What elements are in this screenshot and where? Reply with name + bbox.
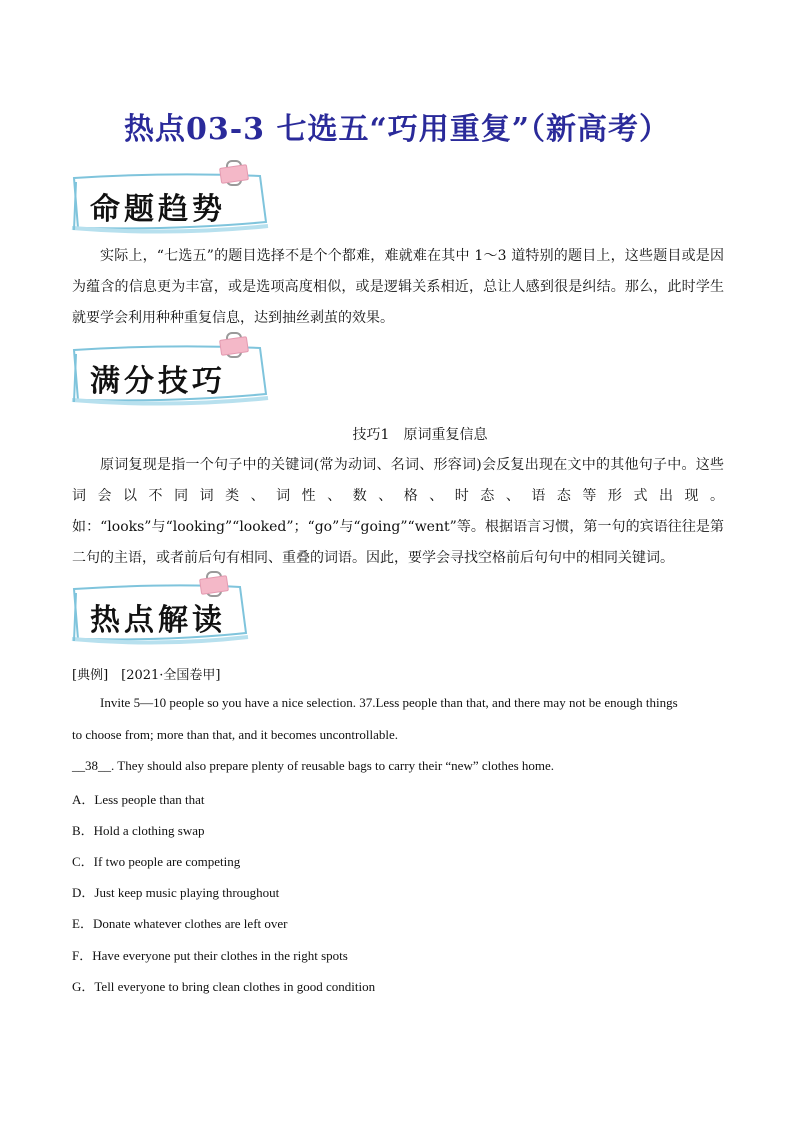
- banner-hotspot: [70, 583, 270, 647]
- skill-paragraph: 原词复现是指一个句子中的关键词(常为动词、名词、形容词)会反复出现在文中的其他句子中。这些词会以不同词类、词性、数、格、时态、语态等形式出现。如：“looks”与“looking”“looked”；“go”与“going”“went”等。根据语言习惯，第一句的宾语往往是第二句的主语，或者前后句有相同、重叠的词语。因此，要学会寻找空格前后句句中的相同关键词。: [72, 457, 724, 566]
- page-title: 热点03-3 七选五“巧用重复”（新高考）: [123, 112, 671, 147]
- example-line-1: Invite 5—10 people so you have a nice selection. 37.Less people than that, and there may not be enough things: [100, 695, 678, 710]
- banner-label: 命题趋势: [90, 192, 226, 227]
- example-tag: [典例] [2021·全国卷甲]: [72, 668, 221, 683]
- option-f: F．Have everyone put their clothes in the right spots: [72, 948, 348, 963]
- banner-skills: [70, 344, 270, 408]
- banner-label: 满分技巧: [90, 364, 226, 399]
- option-d: D．Just keep music playing throughout: [72, 885, 280, 900]
- option-g: G．Tell everyone to bring clean clothes in good condition: [72, 979, 376, 994]
- option-e: E．Donate whatever clothes are left over: [72, 916, 288, 931]
- banner-label: 热点解读: [90, 603, 226, 638]
- option-b: B．Hold a clothing swap: [72, 823, 205, 838]
- option-a: A．Less people than that: [72, 792, 205, 807]
- example-line-3: __38__. They should also prepare plenty of reusable bags to carry their “new” clothes home.: [72, 758, 555, 773]
- option-c: C．If two people are competing: [72, 854, 241, 869]
- example-line-2: to choose from; more than that, and it becomes uncontrollable.: [72, 727, 398, 742]
- trend-paragraph: 实际上，“七选五”的题目选择不是个个都难，难就难在其中 1～3 道特别的题目上，这些题目或是因为蕴含的信息更为丰富，或是选项高度相似，或是逻辑关系相近，总让人感到很是纠结。那么，此时学生就要学会利用种种重复信息，达到抽丝剥茧的效果。: [72, 248, 724, 326]
- skill-heading: 技巧1 原词重复信息: [352, 427, 488, 443]
- banner-trend: [70, 172, 270, 236]
